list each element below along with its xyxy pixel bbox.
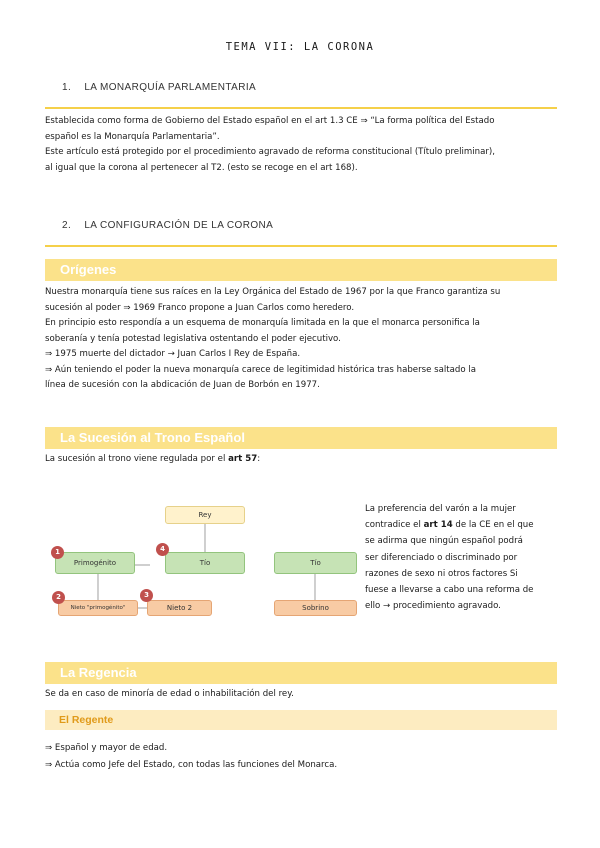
page-title: TEMA VII: LA CORONA bbox=[225, 41, 375, 53]
text-line: En principio esto respondía a un esquema de monarquía limitada en la que el monarca personifica la bbox=[45, 318, 480, 328]
text-line: soberanía y tenía potestad legislativa ostentando el poder ejecutivo. bbox=[45, 333, 341, 344]
section-2-number: 2. bbox=[62, 220, 72, 231]
section-1-number: 1. bbox=[62, 82, 72, 93]
text-line: ello → procedimiento agravado. bbox=[365, 601, 501, 612]
diagram-node-sobrino: Sobrino bbox=[274, 600, 357, 616]
text-line: fuese a llevarse a cabo una reforma de bbox=[365, 585, 534, 596]
order-badge: 4 bbox=[156, 543, 169, 556]
text-line: ⇒ Español y mayor de edad. bbox=[45, 743, 168, 753]
text-line: La preferencia del varón a la mujer bbox=[365, 504, 516, 514]
sucesion-intro-text: La sucesión al trono viene regulada por el bbox=[45, 454, 229, 464]
section-2-title: LA CONFIGURACIÓN DE LA CORONA bbox=[84, 220, 274, 231]
regente-body bbox=[45, 740, 557, 774]
text-fragment: contradice el bbox=[365, 520, 424, 531]
text-line: ⇒ 1975 muerte del dictador → Juan Carlos I Rey de España. bbox=[45, 349, 301, 359]
diagram-node-primogenito: Primogénito bbox=[55, 552, 135, 574]
sucesion-side-text bbox=[365, 501, 557, 614]
text-line: Nuestra monarquía tiene sus raíces en la Ley Orgánica del Estado de 1967 por la que Franco garantiza su bbox=[45, 287, 501, 297]
section-1-title: LA MONARQUÍA PARLAMENTARIA bbox=[84, 82, 257, 93]
sucesion-intro-article: art 57 bbox=[228, 454, 258, 464]
order-badge: 1 bbox=[51, 546, 64, 559]
text-line: ⇒ Actúa como Jefe del Estado, con todas las funciones del Monarca. bbox=[45, 760, 338, 770]
text-fragment: de la CE en el que bbox=[452, 520, 534, 531]
text-line: ⇒ Aún teniendo el poder la nueva monarquía carece de legitimidad histórica tras haberse saltado la bbox=[45, 364, 476, 375]
diagram-node-rey: Rey bbox=[165, 506, 245, 524]
diagram-node-tio: Tío bbox=[165, 552, 245, 574]
diagram-node-nieto-2: Nieto 2 bbox=[147, 600, 212, 616]
text-line: ser diferenciado o discriminado por bbox=[365, 552, 518, 563]
order-badge: 2 bbox=[52, 591, 65, 604]
text-line: español es la Monarquía Parlamentaria”. bbox=[45, 131, 220, 142]
text-line: línea de sucesión con la abdicación de Juan de Borbón en 1977. bbox=[45, 380, 320, 390]
regencia-band: La Regencia bbox=[45, 662, 557, 684]
order-badge: 3 bbox=[140, 589, 153, 602]
article-reference: art 14 bbox=[423, 520, 453, 531]
origenes-band: Orígenes bbox=[45, 259, 557, 281]
diagram-node-nieto-primogenito: Nieto "primogénito" bbox=[58, 600, 138, 616]
text-line: Establecida como forma de Gobierno del Estado español en el art 1.3 CE ⇒ “La forma política del Estado bbox=[45, 116, 495, 126]
regente-band: El Regente bbox=[45, 710, 557, 730]
diagram-node-tio-2: Tío bbox=[274, 552, 357, 574]
text-line: Este artículo está protegido por el procedimiento agravado de reforma constitucional (Título preliminar), bbox=[45, 147, 495, 157]
text-line: al igual que la corona al pertenecer al T2. (esto se recoge en el art 168). bbox=[45, 162, 358, 173]
text-line: se adirma que ningún español podrá bbox=[365, 536, 523, 547]
text-line: razones de sexo ni otros factores Si bbox=[365, 568, 518, 579]
text-line bbox=[365, 517, 557, 533]
text-line: sucesión al poder ⇒ 1969 Franco propone a Juan Carlos como heredero. bbox=[45, 302, 355, 313]
sucesion-band: La Sucesión al Trono Español bbox=[45, 427, 557, 449]
sucesion-intro-colon: : bbox=[257, 454, 261, 464]
regencia-text: Se da en caso de minoría de edad o inhabilitación del rey. bbox=[45, 689, 294, 699]
